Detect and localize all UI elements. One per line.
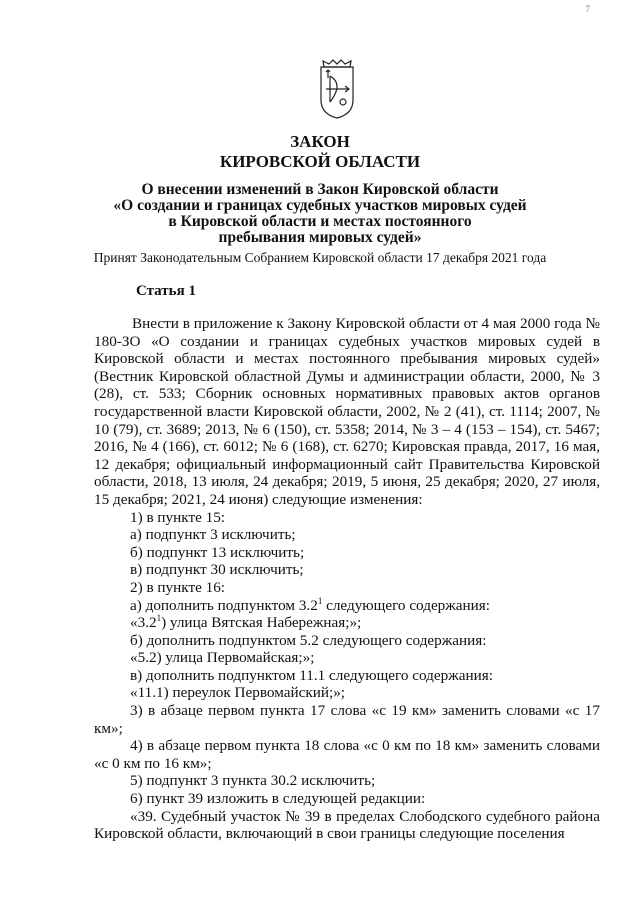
list-item: 4) в абзаце первом пункта 18 слова «с 0 км по 18 км» заменить словами «с 0 км по 16 км»; <box>94 737 600 772</box>
list-item: 3) в абзаце первом пункта 17 слова «с 19 км» заменить словами «с 17 км»; <box>94 702 600 737</box>
intro-paragraph: Внести в приложение к Закону Кировской области от 4 мая 2000 года № 180-ЗО «О создании и границах судебных участков мировых судей в Кировской области и местах постоянного пребывания мировых судей» (Вестник Кировской областной Думы и администрации области, 2000, № 3 (28), ст. 533; Сборник основных нормативных правовых актов органов государственной власти Кировской области, 2002, № 2 (41), ст. 1114; 2007, № 10 (79), ст. 3689; 2013, № 6 (150), ст. 5358; 2014, № 3 – 4 (153 – 154), ст. 5467; 2016, № 4 (166), ст. 6012; № 6 (168), ст. 6270; Кировская правда, 2017, 16 мая, 12 декабря; официальный информационный сайт Правительства Кировской области, 2018, 13 июля, 24 декабря; 2019, 5 июня, 25 декабря; 2020, 27 июля, 15 декабря; 2021, 24 июня) следующие изменения: <box>94 315 600 508</box>
list-item: а) подпункт 3 исключить; <box>130 526 296 544</box>
list-item: в) дополнить подпунктом 11.1 следующего содержания: <box>130 666 493 684</box>
law-title-line2: КИРОВСКОЙ ОБЛАСТИ <box>219 152 421 171</box>
superscript: 1 <box>156 613 162 624</box>
item-text: а) дополнить подпунктом 3.2 <box>130 596 318 614</box>
coat-of-arms-icon <box>318 58 356 120</box>
subtitle-line: О внесении изменений в Закон Кировской области <box>141 181 499 198</box>
law-title <box>0 132 640 172</box>
item-text: следующего содержания: <box>322 596 490 614</box>
list-item <box>94 614 600 632</box>
subtitle-line: пребывания мировых судей» <box>218 229 422 246</box>
law-subtitle <box>0 182 640 246</box>
list-item: «5.2) улица Первомайская;»; <box>130 649 315 667</box>
list-item <box>94 597 600 615</box>
list-item: в) подпункт 30 исключить; <box>130 561 304 579</box>
item-text: «3.2 <box>130 614 157 632</box>
subtitle-line: «О создании и границах судебных участков мировых судей <box>113 197 527 214</box>
list-item: 5) подпункт 3 пункта 30.2 исключить; <box>130 772 376 790</box>
list-item: б) подпункт 13 исключить; <box>130 543 305 561</box>
law-title-line1: ЗАКОН <box>290 132 350 151</box>
article-body <box>94 315 600 843</box>
superscript: 1 <box>317 595 323 606</box>
subtitle-line: в Кировской области и местах постоянного <box>168 213 472 230</box>
list-item: б) дополнить подпунктом 5.2 следующего содержания: <box>130 631 487 649</box>
list-item: «11.1) переулок Первомайский;»; <box>130 684 346 702</box>
article-heading: Статья 1 <box>136 283 196 299</box>
page-mark: 7 <box>585 4 590 14</box>
list-item: 6) пункт 39 изложить в следующей редакции: <box>130 790 426 808</box>
list-item: 1) в пункте 15: <box>130 508 226 526</box>
item-text: ) улица Вятская Набережная;»; <box>161 614 362 632</box>
list-item: «39. Судебный участок № 39 в пределах Слободского судебного района Кировской области, включающий в свои границы следующие поселения <box>94 807 600 843</box>
list-item: 2) в пункте 16: <box>130 578 226 596</box>
adoption-note: Принят Законодательным Собранием Кировской области 17 декабря 2021 года <box>93 250 547 265</box>
